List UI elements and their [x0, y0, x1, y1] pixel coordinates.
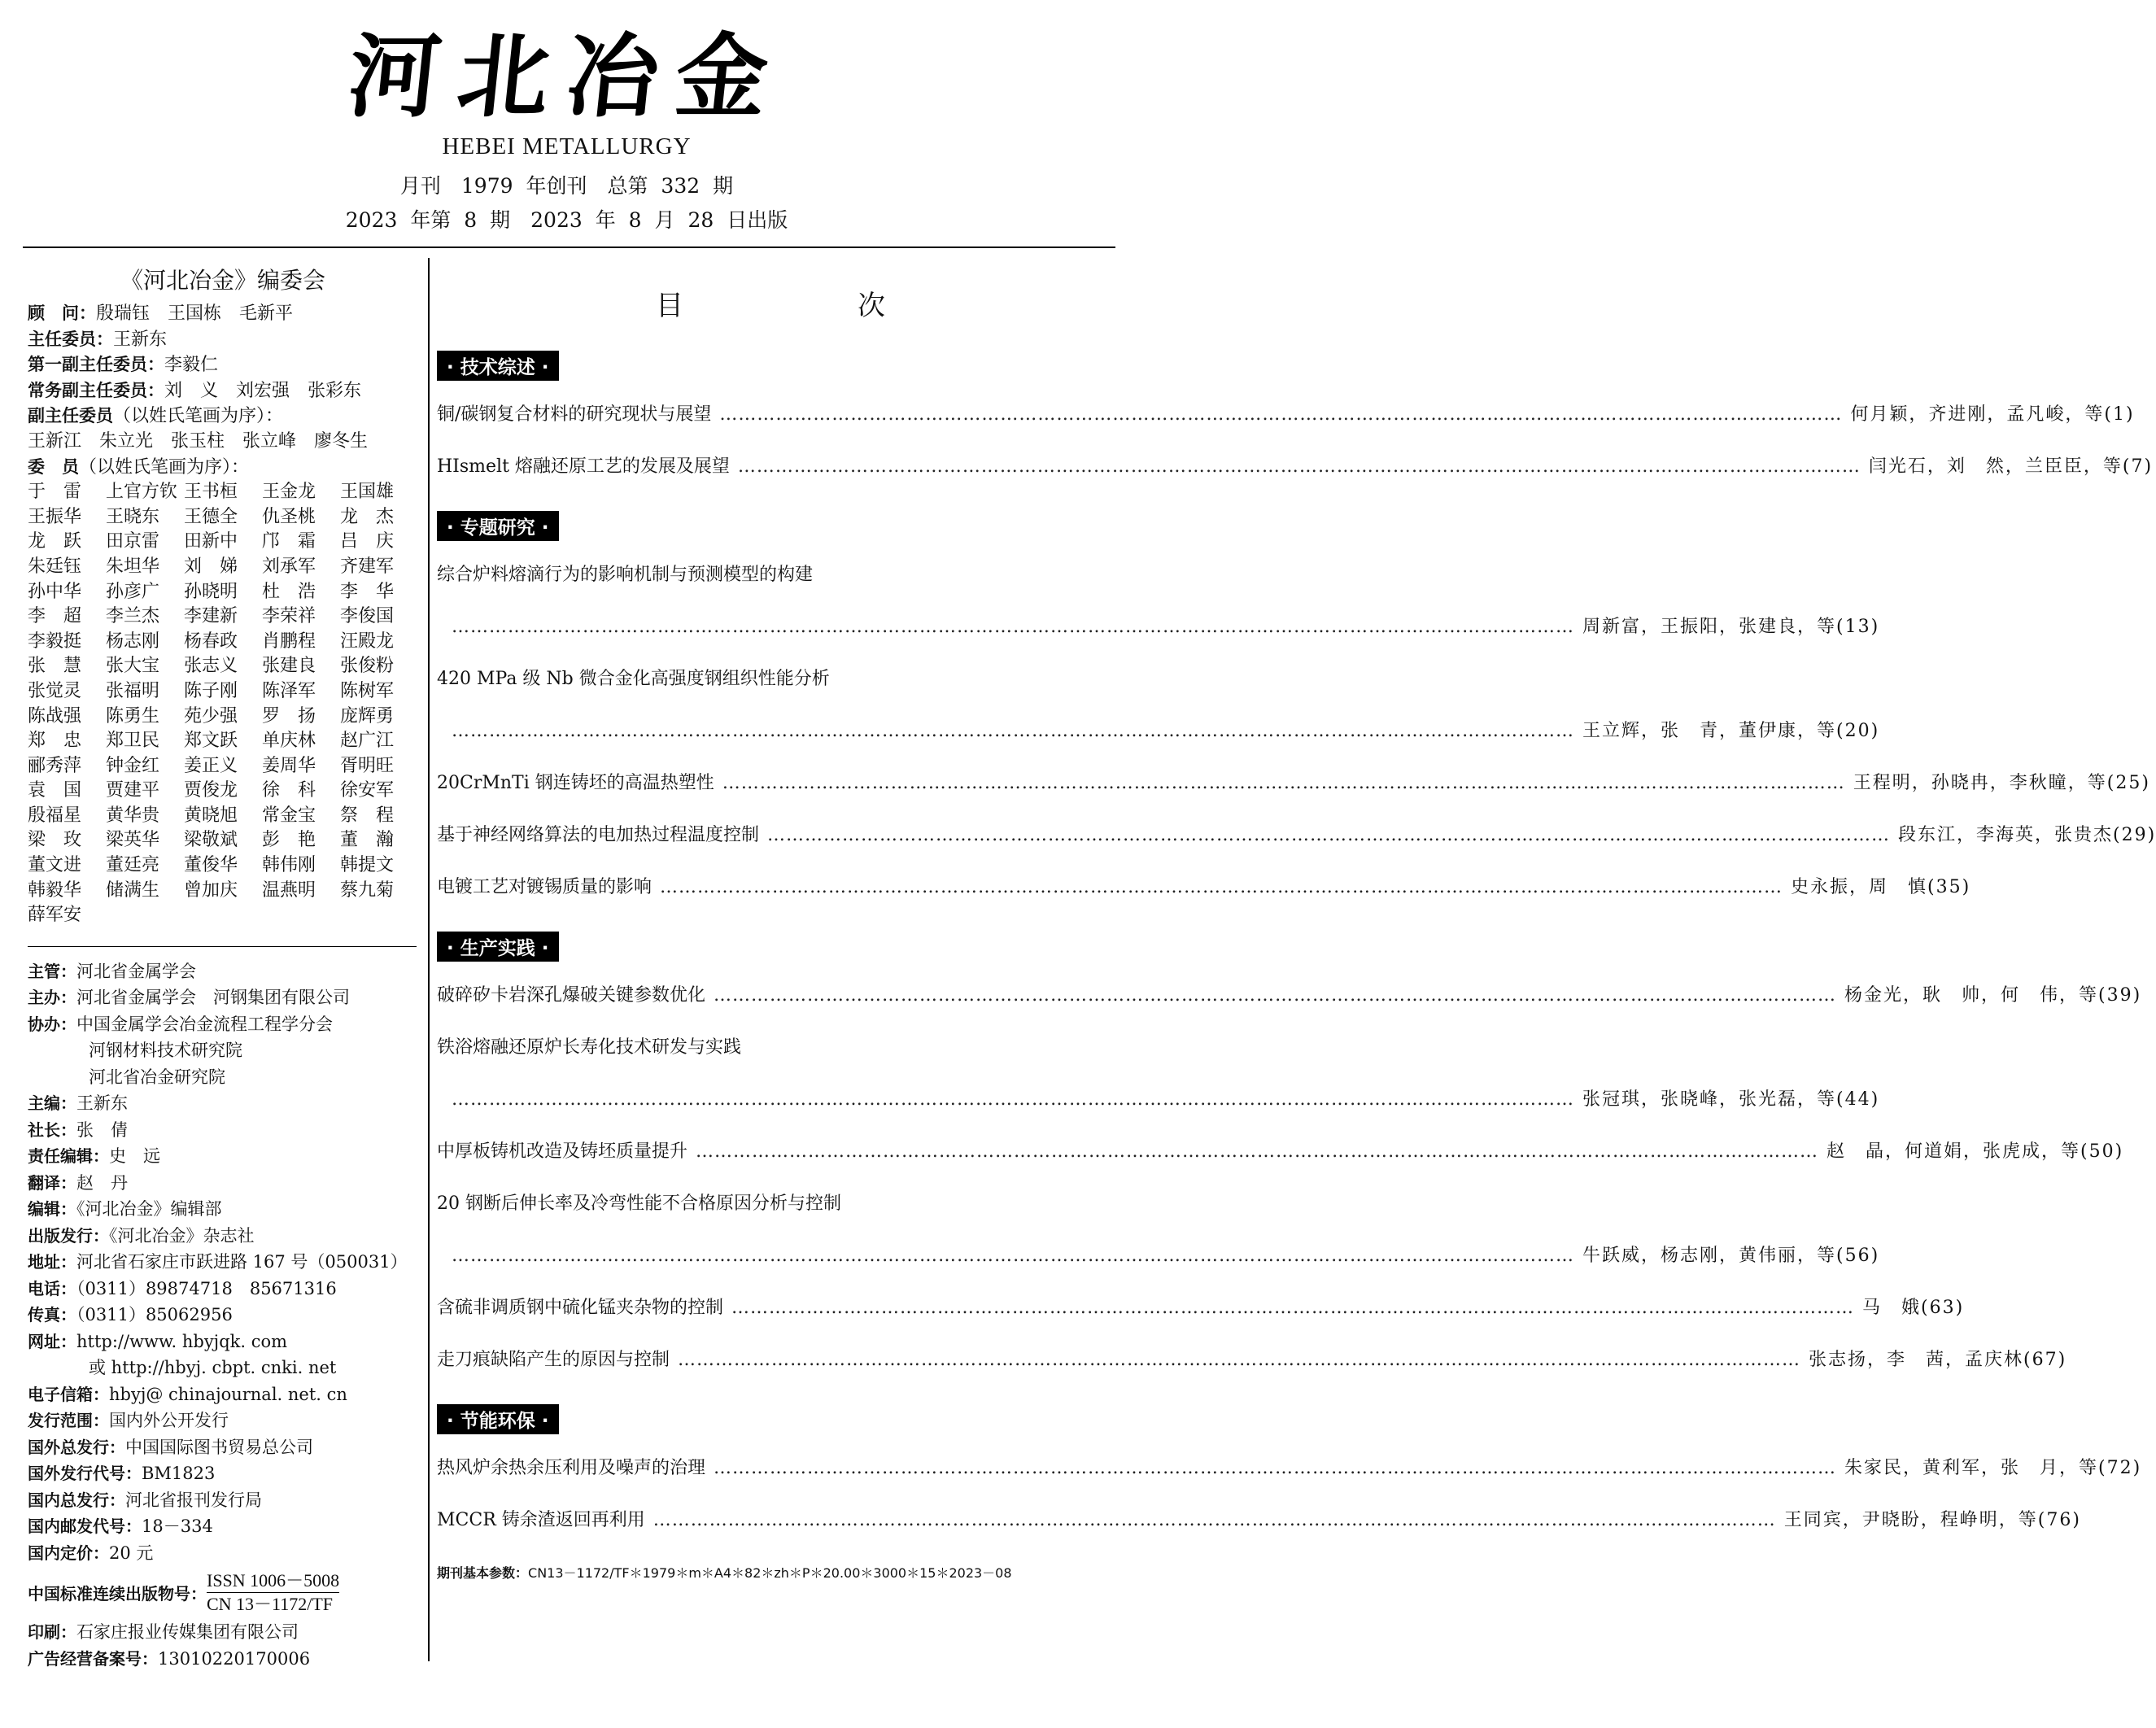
info-value: 中国国际图书贸易总公司 — [125, 1437, 313, 1457]
toc-column — [437, 260, 2156, 1582]
info-value: 20 元 — [109, 1543, 154, 1563]
board-member-name: 韩提文 — [340, 855, 395, 876]
board-member-name: 刘 娣 — [184, 556, 238, 577]
info-row — [28, 1540, 418, 1567]
board-member-name: 汪殿龙 — [340, 631, 395, 652]
board-member-name: 张俊粉 — [340, 656, 395, 677]
website-link-alt[interactable]: 或 http://hbyj. cbpt. cnki. net — [89, 1358, 337, 1378]
params-value: CN13－1172/TF＊1979＊m＊A4＊82＊zh＊P＊20.00＊3000＊15＊2023－08 — [528, 1565, 1012, 1581]
toc-entry-title[interactable]: 铁浴熔融还原炉长寿化技术研发与实践 — [437, 1037, 742, 1058]
toc-entry[interactable] — [437, 875, 1971, 901]
board-member-name: 张 慧 — [28, 656, 82, 677]
issn-value: ISSN 1006－5008 — [207, 1569, 339, 1593]
director-row — [28, 327, 418, 353]
board-member-name: 梁 玫 — [28, 830, 82, 851]
board-member-name: 陈树军 — [340, 680, 395, 701]
info-label: 协办： — [28, 1014, 76, 1034]
issue-info-line-1: 月刊 1979 年创刊 总第 332 期 — [399, 174, 734, 198]
info-row — [28, 1276, 418, 1303]
toc-entry-title[interactable]: 铜/碳钢复合材料的研究现状与展望 — [437, 404, 712, 425]
board-member-name: 陈子刚 — [184, 680, 238, 701]
board-member-name: 郑卫民 — [106, 731, 160, 752]
toc-entry-authors: 史永振，周 慎(35) — [1791, 877, 1971, 897]
journal-params — [437, 1563, 1112, 1582]
info-value: （0311）85062956 — [76, 1305, 233, 1325]
vice-label: 副主任委员 — [28, 406, 113, 426]
board-member-name: 王国雄 — [340, 482, 395, 503]
toc-leader: ……………………………………………………………………………………………………………………………………………………………… — [722, 773, 1845, 793]
board-member-name: 黄华贵 — [106, 805, 160, 826]
board-member-name: 孙中华 — [28, 581, 82, 602]
toc-entry[interactable] — [437, 1295, 1965, 1321]
board-member-name: 钟金红 — [106, 755, 160, 776]
info-value: 赵 丹 — [76, 1172, 128, 1193]
toc-leader: ……………………………………………………………………………………………………………………………………………………………… — [731, 1298, 1855, 1318]
left-column — [28, 260, 418, 1672]
toc-entry-continuation — [437, 1243, 1880, 1269]
toc-title: 目 次 — [656, 290, 958, 322]
info-label: 国内总发行： — [28, 1490, 125, 1510]
toc-leader: ……………………………………………………………………………………………………………………………………………………………… — [452, 617, 1574, 637]
info-row — [28, 1646, 418, 1673]
vice-note: （以姓氏笔画为序）： — [113, 406, 284, 427]
toc-leader: ……………………………………………………………………………………………………………………………………………………………… — [678, 1350, 1801, 1370]
info-label: 印刷： — [28, 1622, 76, 1643]
info-value: 河钢材料技术研究院 — [89, 1041, 242, 1061]
board-member-name: 王德全 — [184, 506, 238, 527]
toc-leader: ……………………………………………………………………………………………………………………………………………………………… — [719, 404, 1843, 425]
board-member-name: 田新中 — [184, 531, 238, 552]
board-member-name: 张觉灵 — [28, 680, 82, 701]
toc-entry[interactable] — [437, 1191, 1112, 1217]
first-vice-label: 第一副主任委员： — [28, 355, 164, 375]
info-label: 电话： — [28, 1278, 76, 1298]
board-member-name: 苑少强 — [184, 705, 238, 727]
board-member-name: 储满生 — [106, 879, 160, 901]
params-label: 期刊基本参数： — [437, 1565, 529, 1581]
info-value: 18－334 — [142, 1516, 213, 1537]
members-label-row — [28, 455, 418, 481]
toc-entry-authors: 王立辉，张 青，董伊康，等(20) — [1582, 721, 1880, 741]
board-member-name: 孙晓明 — [184, 581, 238, 602]
info-row — [28, 1381, 418, 1408]
toc-leader: ……………………………………………………………………………………………………………………………………………………………… — [767, 825, 1891, 845]
toc-entry-authors: 段东江，李海英，张贵杰(29) — [1898, 825, 2156, 845]
toc-entry-title[interactable]: MCCR 铸余渣返回再利用 — [437, 1510, 645, 1530]
board-member-name: 李建新 — [184, 606, 238, 627]
board-member-name: 仇圣桃 — [262, 506, 316, 527]
board-member-name: 殷福星 — [28, 805, 82, 826]
board-member-name: 徐安军 — [340, 780, 395, 801]
board-member-name: 胥明旺 — [340, 755, 395, 776]
info-value: 13010220170006 — [158, 1648, 311, 1669]
info-value: BM1823 — [142, 1464, 216, 1484]
info-label: 中国标准连续出版物号： — [28, 1584, 207, 1604]
members-note: （以姓氏笔画为序）： — [79, 456, 250, 478]
exec-vice-label: 常务副主任委员： — [28, 380, 164, 400]
column-divider — [428, 258, 430, 1661]
info-row — [28, 1329, 418, 1355]
info-row — [28, 1143, 418, 1170]
toc-entry-authors: 王程明，孙晓冉，李秋瞳，等(25) — [1853, 773, 2150, 793]
board-member-name: 张志义 — [184, 656, 238, 677]
board-member-name: 郑文跃 — [184, 731, 238, 752]
serial-number-row — [28, 1569, 418, 1616]
info-label: 传真： — [28, 1305, 76, 1325]
toc-leader: ……………………………………………………………………………………………………………………………………………………………… — [714, 1458, 1837, 1478]
board-member-name: 田京雷 — [106, 531, 160, 552]
board-member-name: 于 雷 — [28, 482, 82, 503]
vice-value: 王新江 朱立光 张玉柱 张立峰 廖冬生 — [28, 430, 369, 452]
toc-leader: ……………………………………………………………………………………………………………………………………………………………… — [737, 456, 1861, 477]
toc-leader: ……………………………………………………………………………………………………………………………………………………………… — [660, 877, 1783, 897]
info-label: 主管： — [28, 961, 76, 981]
board-member-name: 单庆林 — [262, 731, 316, 752]
board-member-name: 陈战强 — [28, 705, 82, 727]
toc-leader: ……………………………………………………………………………………………………………………………………………………………… — [714, 985, 1837, 1006]
toc-entry-title[interactable]: HIsmelt 熔融还原工艺的发展及展望 — [437, 456, 730, 477]
board-member-name: 杨春政 — [184, 631, 238, 652]
info-label: 社长： — [28, 1119, 76, 1140]
info-label: 发行范围： — [28, 1411, 109, 1431]
members-grid — [28, 480, 418, 928]
info-row — [28, 1302, 418, 1329]
toc-entry[interactable] — [437, 562, 1112, 588]
info-row — [28, 958, 418, 985]
website-link[interactable]: http://www. hbyjqk. com — [76, 1331, 288, 1351]
board-member-name: 黄晓旭 — [184, 805, 238, 826]
info-label: 网址： — [28, 1331, 76, 1351]
info-value: 中国金属学会冶金流程工程学分会 — [76, 1014, 333, 1034]
info-row — [28, 1196, 418, 1223]
toc-entry-title[interactable]: 420 MPa 级 Nb 微合金化高强度钢组织性能分析 — [437, 669, 830, 689]
board-member-name: 董俊华 — [184, 855, 238, 876]
toc-entry-continuation — [437, 614, 1880, 640]
toc-leader: ……………………………………………………………………………………………………………………………………………………………… — [696, 1141, 1819, 1162]
board-member-name: 庞辉勇 — [340, 705, 395, 727]
board-member-name: 张建良 — [262, 656, 316, 677]
info-value: 张 倩 — [76, 1119, 128, 1140]
board-member-name: 杜 浩 — [262, 581, 316, 602]
info-label: 出版发行： — [28, 1225, 109, 1246]
board-member-name: 蔡九菊 — [340, 879, 395, 901]
board-member-name: 张大宝 — [106, 656, 160, 677]
toc-entry[interactable] — [437, 1508, 2081, 1534]
toc-section-header: · 技术综述 · — [437, 351, 559, 381]
toc-entry-title[interactable]: 基于神经网络算法的电加热过程温度控制 — [437, 825, 760, 845]
info-row — [28, 1223, 418, 1250]
board-member-name: 常金宝 — [262, 805, 316, 826]
board-member-name: 杨志刚 — [106, 631, 160, 652]
board-member-name: 王振华 — [28, 506, 82, 527]
toc-entry-authors: 何月颖，齐进刚，孟凡峻，等(1) — [1850, 404, 2135, 425]
toc-section-header: · 专题研究 · — [437, 511, 559, 541]
info-label: 国外发行代号： — [28, 1464, 142, 1484]
toc-sections — [437, 346, 2156, 1534]
toc-section-header: · 节能环保 · — [437, 1404, 559, 1434]
toc-entry[interactable] — [437, 1455, 2142, 1481]
serial-number-fraction — [207, 1569, 339, 1616]
info-label: 国内定价： — [28, 1543, 109, 1563]
toc-entry-authors: 马 娥(63) — [1862, 1298, 1965, 1318]
toc-entry-authors: 牛跃威，杨志刚，黄伟丽，等(56) — [1582, 1246, 1880, 1266]
board-member-name: 李俊国 — [340, 606, 395, 627]
info-value: 史 远 — [109, 1146, 160, 1167]
board-member-name: 李荣祥 — [262, 606, 316, 627]
advisors-row — [28, 301, 418, 327]
info-label: 责任编辑： — [28, 1146, 109, 1167]
board-member-name: 张福明 — [106, 680, 160, 701]
info-label: 国内邮发代号： — [28, 1516, 142, 1537]
toc-entry-continuation — [437, 718, 1880, 744]
info-value: 国内外公开发行 — [109, 1411, 229, 1431]
board-member-name: 罗 扬 — [262, 705, 316, 727]
info-label: 翻译： — [28, 1172, 76, 1193]
toc-entry[interactable] — [437, 770, 2150, 796]
vice-label-row — [28, 404, 418, 430]
info-row — [28, 1117, 418, 1144]
board-member-name: 姜周华 — [262, 755, 316, 776]
board-member-name: 彭 艳 — [262, 830, 316, 851]
toc-entry-title[interactable]: 含硫非调质钢中硫化锰夹杂物的控制 — [437, 1298, 724, 1318]
journal-english-name: HEBEI METALLURGY — [442, 133, 692, 159]
board-member-name: 韩毅华 — [28, 879, 82, 901]
info-label: 主编： — [28, 1093, 76, 1114]
toc-section-header: · 生产实践 · — [437, 932, 559, 962]
info-row — [28, 1487, 418, 1514]
first-vice-row — [28, 352, 418, 378]
info-value: 河北省石家庄市跃进路 167 号（050031） — [76, 1252, 408, 1272]
board-member-name: 李毅挺 — [28, 631, 82, 652]
toc-entry-title[interactable]: 电镀工艺对镀锡质量的影响 — [437, 877, 652, 897]
board-member-name: 肖鹏程 — [262, 631, 316, 652]
board-member-name: 李 华 — [340, 581, 395, 602]
toc-entry-authors: 赵 晶，何道娟，张虎成，等(50) — [1826, 1141, 2124, 1162]
info-row — [28, 1619, 418, 1646]
director-value: 王新东 — [113, 329, 168, 350]
advisors-label: 顾 问： — [28, 303, 96, 323]
board-member-name: 陈泽军 — [262, 680, 316, 701]
toc-entry-title[interactable]: 破碎矽卡岩深孔爆破关键参数优化 — [437, 985, 706, 1006]
info-label: 地址： — [28, 1252, 76, 1272]
info-label: 电子信箱： — [28, 1384, 109, 1404]
info-row — [28, 1407, 418, 1434]
editorial-board-title: 《河北冶金》编委会 — [120, 267, 325, 294]
board-member-name: 梁英华 — [106, 830, 160, 851]
info-value: 王新东 — [76, 1093, 128, 1114]
info-value: 《河北冶金》编辑部 — [76, 1199, 222, 1220]
board-member-name: 郦秀萍 — [28, 755, 82, 776]
info-row — [28, 1170, 418, 1197]
info-value: 河北省报刊发行局 — [125, 1490, 262, 1510]
masthead — [0, 24, 1133, 235]
board-member-name: 梁敬斌 — [184, 830, 238, 851]
info-row — [28, 1090, 418, 1117]
board-member-name: 刘承军 — [262, 556, 316, 577]
toc-leader: ……………………………………………………………………………………………………………………………………………………………… — [452, 1246, 1574, 1266]
info-row — [28, 1460, 418, 1487]
first-vice-value: 李毅仁 — [164, 355, 219, 376]
info-row — [28, 1434, 418, 1461]
board-member-name: 贾俊龙 — [184, 780, 238, 801]
toc-entry[interactable] — [437, 1035, 1112, 1061]
toc-entry-title[interactable]: 热风炉余热余压利用及噪声的治理 — [437, 1458, 706, 1478]
toc-entry[interactable] — [437, 1347, 2067, 1373]
director-label: 主任委员： — [28, 329, 113, 349]
info-row — [28, 1513, 418, 1540]
toc-leader: ……………………………………………………………………………………………………………………………………………………………… — [452, 1089, 1574, 1110]
info-label: 广告经营备案号： — [28, 1648, 158, 1669]
board-member-name: 王书桓 — [184, 482, 238, 503]
toc-entry[interactable] — [437, 983, 2142, 1009]
toc-entry-authors: 杨金光，耿 帅，何 伟，等(39) — [1844, 985, 2142, 1006]
board-member-name: 龙 杰 — [340, 506, 395, 527]
top-rule — [23, 247, 1115, 248]
board-member-name: 袁 国 — [28, 780, 82, 801]
left-rule — [28, 946, 417, 947]
toc-entry-authors: 闫光石，刘 然，兰臣臣，等(7) — [1868, 456, 2154, 477]
toc-entry[interactable] — [437, 402, 2135, 428]
info-label: 编辑： — [28, 1199, 76, 1220]
info-value: 《河北冶金》杂志社 — [109, 1225, 255, 1246]
advisors-value: 殷瑞钰 王国栋 毛新平 — [96, 303, 294, 324]
board-member-name: 徐 科 — [262, 780, 316, 801]
board-member-name: 齐建军 — [340, 556, 395, 577]
info-row — [28, 984, 418, 1011]
toc-entry-authors: 张志扬，李 茜，孟庆林(67) — [1809, 1350, 2067, 1370]
toc-entry-authors: 朱家民，黄利军，张 月，等(72) — [1844, 1458, 2142, 1478]
info-value: 河北省冶金研究院 — [89, 1067, 225, 1087]
board-member-name: 董文进 — [28, 855, 82, 876]
email-link[interactable]: hbyj@ chinajournal. net. cn — [109, 1384, 347, 1404]
board-member-name: 吕 庆 — [340, 531, 395, 552]
board-member-name: 贾建平 — [106, 780, 160, 801]
board-member-name: 董 瀚 — [340, 830, 395, 851]
toc-leader: ……………………………………………………………………………………………………………………………………………………………… — [452, 721, 1574, 741]
toc-entry[interactable] — [437, 823, 2156, 849]
board-member-name: 朱廷钰 — [28, 556, 82, 577]
info-value: （0311）89874718 85671316 — [76, 1278, 337, 1298]
toc-entry-authors: 张冠琪，张晓峰，张光磊，等(44) — [1582, 1089, 1880, 1110]
board-member-name: 上官方钦 — [106, 482, 178, 503]
board-member-name: 郑 忠 — [28, 731, 82, 752]
toc-entry[interactable] — [437, 1139, 2124, 1165]
board-member-name: 姜正义 — [184, 755, 238, 776]
board-member-name: 朱坦华 — [106, 556, 160, 577]
board-member-name: 李 超 — [28, 606, 82, 627]
toc-entry-title[interactable]: 走刀痕缺陷产生的原因与控制 — [437, 1350, 670, 1370]
toc-entry-authors: 王同宾，尹晓盼，程峥明，等(76) — [1783, 1510, 2081, 1530]
board-member-name: 李兰杰 — [106, 606, 160, 627]
info-label: 国外总发行： — [28, 1437, 125, 1457]
members-label: 委 员 — [28, 456, 79, 477]
board-member-name: 邝 霜 — [262, 531, 316, 552]
info-value: 河北省金属学会 — [76, 961, 196, 981]
toc-entry-title[interactable]: 20CrMnTi 钢连铸坯的高温热塑性 — [437, 773, 714, 793]
issue-info-line-2: 2023 年第 8 期 2023 年 8 月 28 日出版 — [345, 208, 788, 232]
info-row — [28, 1249, 418, 1276]
toc-entry-title[interactable]: 20 钢断后伸长率及冷弯性能不合格原因分析与控制 — [437, 1193, 841, 1214]
cn-value: CN 13－1172/TF — [207, 1594, 334, 1615]
toc-entry-authors: 周新富，王振阳，张建良，等(13) — [1582, 617, 1880, 637]
board-member-name: 王晓东 — [106, 506, 160, 527]
board-member-name: 龙 跃 — [28, 531, 82, 552]
toc-entry-title[interactable]: 综合炉料熔滴行为的影响机制与预测模型的构建 — [437, 565, 814, 585]
info-row — [28, 1011, 418, 1038]
info-value: 石家庄报业传媒集团有限公司 — [76, 1622, 299, 1643]
toc-entry[interactable] — [437, 454, 2154, 480]
toc-entry[interactable] — [437, 666, 1112, 692]
board-member-name: 薛军安 — [28, 905, 82, 926]
toc-leader: ……………………………………………………………………………………………………………………………………………………………… — [652, 1510, 1776, 1530]
journal-logo: 河北冶金 — [343, 24, 791, 130]
info-value: 河北省金属学会 河钢集团有限公司 — [76, 988, 350, 1008]
board-member-name: 曾加庆 — [184, 879, 238, 901]
board-member-name: 祭 程 — [340, 805, 395, 826]
board-member-name: 赵广江 — [340, 731, 395, 752]
board-member-name: 孙彦广 — [106, 581, 160, 602]
info-label: 主办： — [28, 988, 76, 1008]
board-member-name: 王金龙 — [262, 482, 316, 503]
board-member-name: 韩伟刚 — [262, 855, 316, 876]
exec-vice-row — [28, 378, 418, 404]
exec-vice-value: 刘 义 刘宏强 张彩东 — [164, 380, 362, 401]
board-member-name: 董廷亮 — [106, 855, 160, 876]
toc-entry-continuation — [437, 1087, 1880, 1113]
toc-entry-title[interactable]: 中厚板铸机改造及铸坯质量提升 — [437, 1141, 688, 1162]
board-member-name: 温燕明 — [262, 879, 316, 901]
board-member-name: 陈勇生 — [106, 705, 160, 727]
